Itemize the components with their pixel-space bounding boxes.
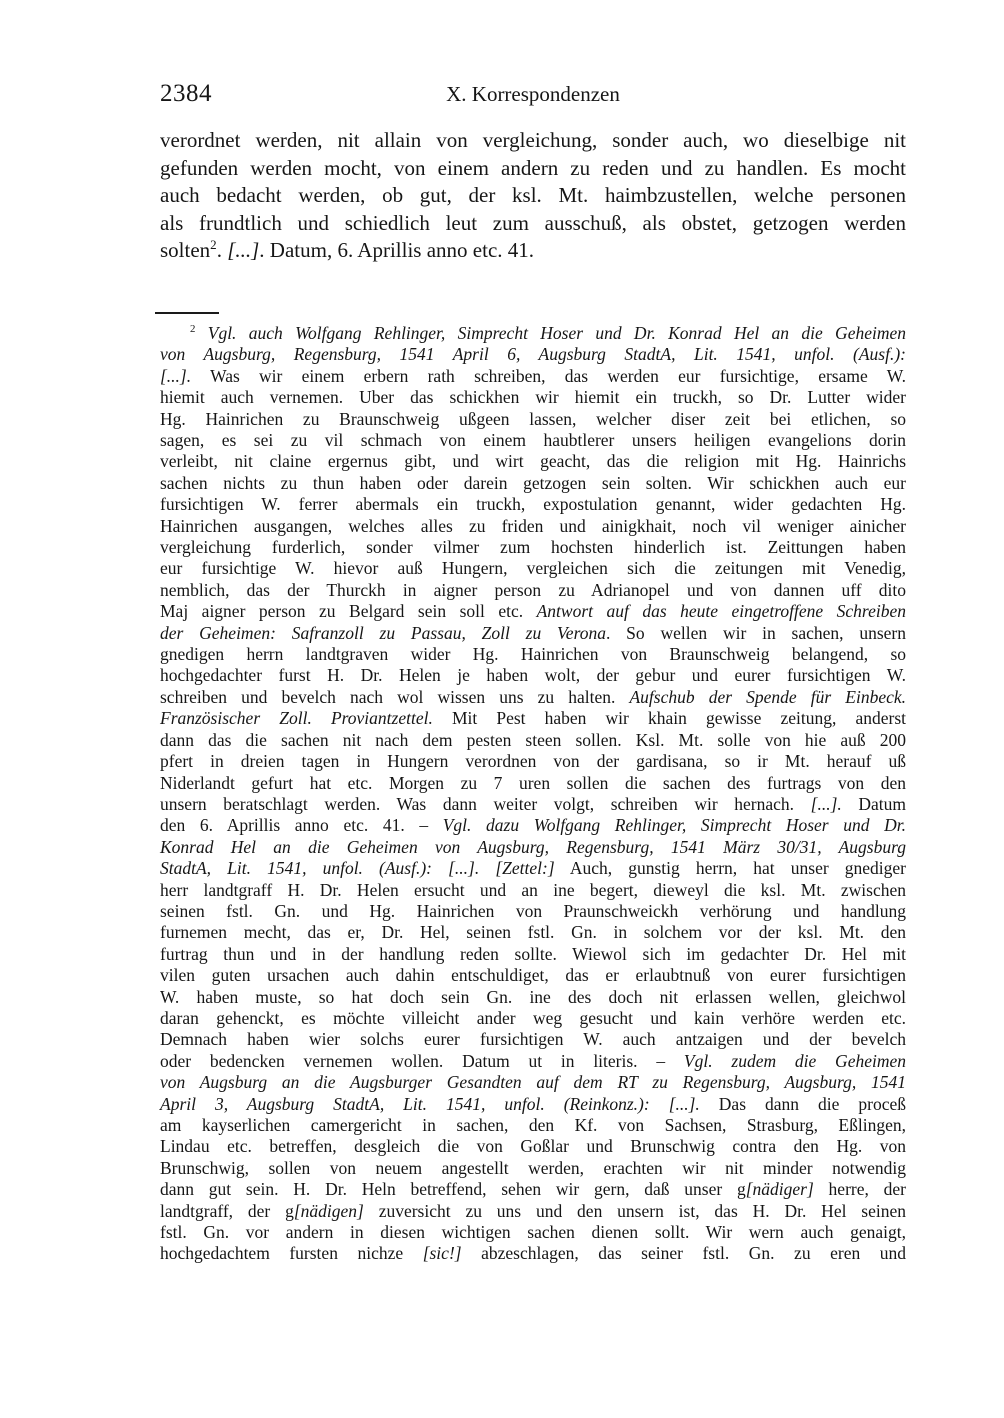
text-segment: [nädiger] — [745, 1179, 814, 1200]
text-segment: . Datum, 6. Aprillis anno etc. 41. — [259, 238, 535, 263]
text-line — [160, 387, 906, 408]
text-line — [160, 858, 906, 879]
text-segment: am kayserlichen camergericht in sachen, den Kf. von Sachsen, Strasburg, Eßlingen, — [160, 1115, 906, 1135]
text-segment: [...]. — [160, 365, 192, 386]
text-line — [160, 1179, 906, 1200]
text-line — [160, 1072, 906, 1093]
text-segment: daran gehenckt, es möchte villeicht ander weg gesucht und kain verhöre werden etc. — [160, 1007, 906, 1028]
text-segment: Demnach haben wier solchs eurer fursichtigen W. auch antzaigen und der bevelch — [160, 1029, 906, 1050]
text-line — [160, 430, 906, 451]
text-line — [160, 366, 906, 387]
text-segment: Aufschub der Spende für Einbeck. — [629, 686, 906, 707]
text-line — [160, 537, 906, 558]
text-segment: sagen, es sei zu vil schmach von einem haubtlerer unsers heiligen evangelions dorin — [160, 430, 906, 450]
text-segment: furtrag thun und in der handlung reden sollte. Wiewol sich im gedachter Dr. Hel mit — [160, 943, 906, 964]
text-segment: gefunden werden mocht, von einem andern zu reden und zu handlen. Es mocht — [160, 155, 906, 180]
text-line — [160, 494, 906, 515]
text-line — [160, 182, 906, 210]
text-line — [160, 451, 906, 472]
text-line — [160, 708, 906, 729]
text-segment: verleibt, nit claine ergernus gibt, und wirt geacht, das die religion mit Hg. Hainrichs — [160, 451, 906, 472]
text-line — [160, 1008, 906, 1029]
text-segment: [nädigen] — [293, 1200, 364, 1221]
text-segment: oder bedencken vernemen wollen. Datum ut in literis. – — [160, 1050, 684, 1071]
text-segment: dann das die sachen nit nach dem pesten steen sollen. Ksl. Mt. solle von hie auß 200 — [160, 729, 906, 750]
text-segment: Mit Pest haben wir khain gewisse zeitung, anderst — [432, 708, 906, 729]
text-segment: . So wellen wir in sachen, unsern — [605, 622, 906, 643]
text-line — [160, 601, 906, 622]
text-line — [160, 1158, 906, 1179]
text-segment: furnemen mecht, das er, Dr. Hel, seinen fstl. Gn. in solchem vor der ksl. Mt. den — [160, 922, 906, 943]
footnote-marker: 2 — [190, 323, 196, 336]
text-segment: vergleichung furderlich, sonder vilmer zum hochsten hinderlich ist. Zeittungen haben — [160, 537, 906, 558]
text-segment: vilen guten ursachen auch dahin entschuldiget, das er erlaubtnuß von eurer fursichtigen — [160, 965, 906, 986]
text-segment: schreiben und bevelch nach wol wissen uns zu halten. — [160, 686, 630, 707]
text-line — [160, 880, 906, 901]
text-segment: [...]. — [810, 793, 842, 814]
text-line — [160, 409, 906, 430]
text-segment: eur fursichtige W. hievor auß Hungern, vergleichen sich die zeitungen mit Venedig, — [160, 558, 906, 579]
text-segment: . — [216, 238, 228, 263]
text-line — [160, 1136, 906, 1157]
text-line — [160, 210, 906, 238]
text-segment: als frundtlich und schiedlich leut zum ausschuß, als obstet, getzogen werden — [160, 210, 906, 235]
text-block — [160, 0, 906, 1265]
text-segment: Auch, gunstig herrn, hat unser gnediger — [554, 858, 906, 879]
text-segment: [...] — [227, 238, 260, 263]
text-segment: verordnet werden, nit allain von vergleichung, sonder auch, wo dieselbige nit — [160, 128, 906, 152]
text-line — [160, 687, 906, 708]
text-line — [160, 965, 906, 986]
text-line — [160, 1201, 906, 1222]
text-segment: April 3, Augsburg StadtA, Lit. 1541, unfol. (Reinkonz.): [...]. — [160, 1093, 700, 1114]
text-segment: Brunschwig, sollen von neuem angestellt werden, erachten wir nit minder notwendig — [160, 1157, 906, 1178]
running-head: X. Korrespondenzen — [446, 82, 620, 106]
text-segment: [sic!] — [422, 1243, 462, 1264]
text-segment: StadtA, Lit. 1541, unfol. (Ausf.): [...]. [Zettel:] — [160, 858, 555, 879]
text-segment: W. haben muste, so hat doch sein Gn. ine des doch nit erlassen wellen, gleichwol — [160, 986, 906, 1007]
text-line — [160, 1222, 906, 1243]
text-segment: gnedigen herrn landtgraven wider Hg. Hainrichen von Braunschweig belangend, so — [160, 644, 906, 665]
text-line — [160, 323, 906, 344]
text-line — [160, 815, 906, 836]
text-segment: Antwort auf das heute eingetroffene Schreiben — [536, 601, 906, 622]
text-segment: unsern beratschlagt werden. Was dann weiter volgt, schreiben wir hernach. — [160, 793, 811, 814]
text-segment: von Augsburg, Regensburg, 1541 April 6, Augsburg StadtA, Lit. 1541, unfol. (Ausf.): — [160, 344, 906, 365]
text-segment: herre, der — [813, 1179, 906, 1200]
text-segment: auch bedacht werden, ob gut, der ksl. Mt. haimbzustellen, welche personen — [160, 183, 906, 208]
text-line — [160, 837, 906, 858]
text-segment: Maj aigner person zu Belgard sein soll etc. — [160, 601, 537, 622]
text-segment: landtgraff, der g — [160, 1200, 294, 1221]
text-line — [160, 516, 906, 537]
text-segment: herr landtgraff H. Dr. Helen ersucht und an ine begert, dieweyl die ksl. Mt. zwischen — [160, 879, 906, 900]
text-segment: solten — [160, 238, 211, 263]
text-segment: dann gut sein. H. Dr. Heln betreffend, sehen wir gern, daß unser g — [160, 1179, 746, 1200]
text-line — [160, 1094, 906, 1115]
text-line — [160, 237, 906, 265]
text-segment: Französischer Zoll. Proviantzettel. — [160, 708, 433, 729]
footnote-marker: 2 — [210, 237, 217, 253]
text-line — [160, 1115, 906, 1136]
text-segment: Das dann die proceß — [699, 1093, 906, 1114]
text-segment: Vgl. dazu Wolfgang Rehlinger, Simprecht Hoser und Dr. — [442, 815, 906, 836]
text-line — [160, 944, 906, 965]
text-segment: Lindau etc. betreffen, desgleich die von Goßlar und Brunschwig contra den Hg. von — [160, 1136, 906, 1157]
text-segment: seinen fstl. Gn. und Hg. Hainrichen von Praunschweickh verhörung und handlung — [160, 900, 906, 921]
text-segment: nemblich, das der Thurckh in aigner person zu Adrianopel und von dannen uff dito — [160, 579, 906, 600]
text-segment: Hg. Hainrichen zu Braunschweig ußgeen lassen, welcher diser zeit bei etlichen, so — [160, 408, 906, 429]
text-line — [160, 1243, 906, 1264]
text-line — [160, 580, 906, 601]
text-line — [160, 127, 906, 155]
text-line — [160, 1029, 906, 1050]
footnote-separator-rule — [155, 312, 219, 314]
text-line — [160, 558, 906, 579]
text-segment: hiemit auch vernemen. Uber das schickhen wir hiemit ein truckh, so Dr. Lutter wider — [160, 387, 906, 408]
text-segment: fstl. Gn. vor andern in diesen wichtigen sachen dienen sollt. Wir wern auch genaigt, — [160, 1222, 906, 1243]
text-segment: zuversicht zu uns und den unsern ist, das H. Dr. Hel seinen — [363, 1200, 906, 1221]
text-line — [160, 473, 906, 494]
text-segment: Was wir einem erbern rath schreiben, das werden eur fursichtige, ersame W. — [191, 365, 906, 386]
text-line — [160, 773, 906, 794]
text-segment: Hainrichen ausgangen, welches alles zu friden und ainigkhait, noch vil weniger ainicher — [160, 515, 906, 536]
text-line — [160, 155, 906, 183]
text-segment: Niderlandt gefurt hat etc. Morgen zu 7 uren sollen die sachen des furtrags von den — [160, 772, 906, 793]
text-segment: von Augsburg an die Augsburger Gesandten auf dem RT zu Regensburg, Augsburg, 1541 — [160, 1072, 906, 1093]
text-line — [160, 344, 906, 365]
text-segment — [195, 323, 207, 343]
text-line — [160, 751, 906, 772]
text-segment: hochgedachter furst H. Dr. Helen je haben wolt, der gebur und eurer fursichtigen W. — [160, 665, 906, 686]
text-segment: Vgl. auch Wolfgang Rehlinger, Simprecht Hoser und Dr. Konrad Hel an die Geheimen — [207, 322, 906, 343]
text-line — [160, 665, 906, 686]
text-segment: abzeschlagen, das seiner fstl. Gn. zu eren und — [461, 1243, 906, 1264]
text-segment: sachen nichts zu thun haben oder darein getzogen sein solten. Wir schickhen auch eur — [160, 472, 906, 493]
text-line — [160, 901, 906, 922]
page-number: 2384 — [160, 80, 212, 107]
text-line — [160, 794, 906, 815]
text-segment: Vgl. zudem die Geheimen — [683, 1050, 907, 1071]
main-text-paragraph — [160, 127, 906, 265]
text-line — [160, 730, 906, 751]
text-line — [160, 987, 906, 1008]
text-segment: der Geheimen: Safranzoll zu Passau, Zoll zu Verona — [160, 622, 606, 643]
text-segment: fursichtigen W. ferrer abermals ein truckh, expostulation genannt, wider gedachten Hg. — [160, 494, 906, 515]
page-header — [160, 74, 906, 108]
text-line — [160, 1051, 906, 1072]
text-line — [160, 922, 906, 943]
text-segment: Konrad Hel an die Geheimen von Augsburg, Regensburg, 1541 März 30/31, Augsburg — [160, 836, 906, 857]
text-segment: hochgedachtem fursten nichze — [160, 1243, 423, 1264]
text-segment: Datum — [841, 793, 906, 814]
footnote-2-text — [160, 323, 906, 1265]
text-segment: den 6. Aprillis anno etc. 41. – — [160, 815, 443, 836]
text-segment: pfert in dreien tagen in Hungern verordnen von der gardisana, so ir Mt. herauf uß — [160, 751, 906, 772]
text-line — [160, 644, 906, 665]
text-line — [160, 623, 906, 644]
